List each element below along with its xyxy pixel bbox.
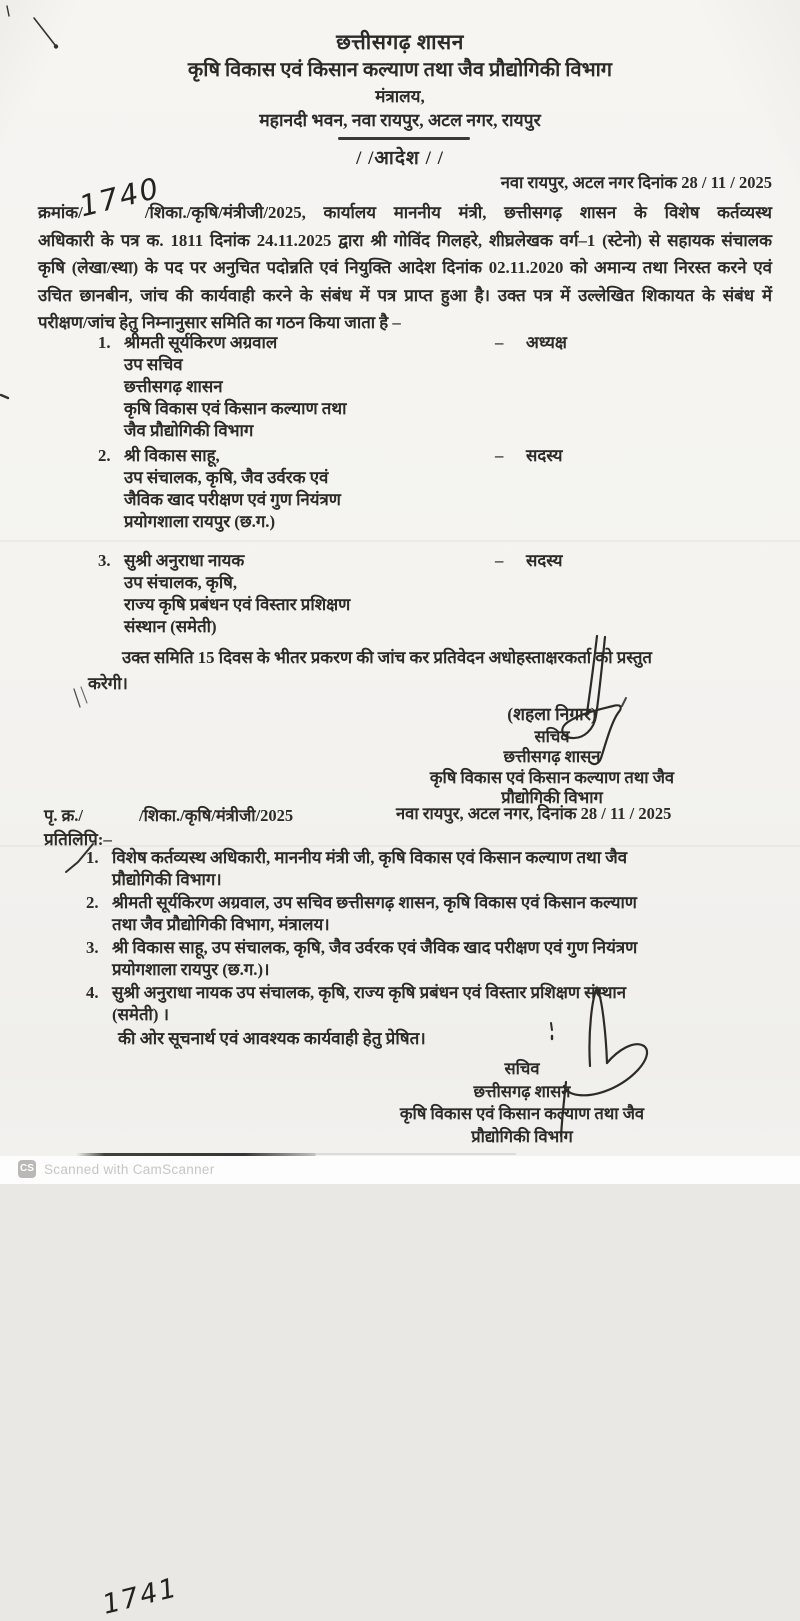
order-title: / /आदेश / / (356, 148, 444, 169)
member-3-name: सुश्री अनुराधा नायक (124, 551, 245, 570)
page-edge-shadow-faint (316, 1153, 516, 1155)
dispatch-line: की ओर सूचनार्थ एवं आवश्यक कार्यवाही हेतु प्रेषित। (118, 1029, 426, 1048)
member-1-line4: कृषि विकास एवं किसान कल्याण तथा (124, 399, 347, 418)
member-3-line4: संस्थान (समेती) (124, 617, 217, 636)
copy-2-line2: तथा जैव प्रौद्योगिकी विभाग, मंत्रालय। (112, 915, 330, 934)
member-3-line2: उप संचालक, कृषि, (124, 573, 238, 592)
member-1-number: 1. (98, 333, 111, 352)
member-3-line3: राज्य कृषि प्रबंधन एवं विस्तार प्रशिक्षण (124, 595, 351, 614)
signatory-dept-line2: प्रौद्योगिकी विभाग (501, 788, 603, 807)
header-address: महानदी भवन, नवा रायपुर, अटल नगर, रायपुर (259, 110, 541, 130)
signatory-name: (शहला निगार) (507, 704, 597, 724)
member-1-name: श्रीमती सूर्यकिरण अग्रवाल (124, 333, 278, 352)
member-2-line2: उप संचालक, कृषि, जैव उर्वरक एवं (124, 468, 329, 487)
member-2-role: सदस्य (526, 446, 563, 465)
copy-1-line1: विशेष कर्तव्यस्थ अधिकारी, माननीय मंत्री जी, कृषि विकास एवं किसान कल्याण तथा जैव (112, 848, 628, 867)
copies-label: प्रतिलिपि:– (44, 830, 112, 849)
handwritten-number-1741: 1741 (99, 1572, 182, 1621)
handwritten-number-1740: 1740 (75, 170, 164, 224)
paragraph-line-4: उचित छानबीन, जांच की कार्यवाही करने के संबंध में पत्र प्राप्त हुआ है। उक्त पत्र में उल्लेखित शिकायत के संबंध में (38, 285, 772, 305)
stray-mark-2 (81, 687, 87, 703)
signature2-government: छत्तीसगढ़ शासन (473, 1081, 571, 1101)
committee-member-3 (98, 550, 748, 638)
paragraph-line-2: अधिकारी के पत्र क. 1811 दिनांक 24.11.2025 द्वारा श्री गोविंद गिलहरे, शीघ्रलेखक वर्ग–1 (स्टेनो) से सहायक संचालक (38, 230, 772, 250)
signature-block-2 (352, 1058, 692, 1148)
scan-crease-line (0, 845, 800, 847)
member-1-line3: छत्तीसगढ़ शासन (124, 377, 223, 396)
signature2-title: सचिव (504, 1059, 540, 1078)
member-2-dash: – (495, 446, 504, 465)
stray-mark-1 (74, 689, 80, 707)
member-1-dash: – (495, 333, 504, 352)
ref-prefix: क्रमांक/ (38, 203, 83, 222)
copy-2-line1: श्रीमती सूर्यकिरण अग्रवाल, उप सचिव छत्तीसगढ़ शासन, कृषि विकास एवं किसान कल्याण (112, 893, 637, 912)
header-government: छत्तीसगढ़ शासन (336, 30, 464, 54)
header-department: कृषि विकास एवं किसान कल्याण तथा जैव प्रौद्योगिकी विभाग (187, 59, 613, 81)
copy-item-2 (86, 892, 746, 936)
copy-1-number: 1. (86, 848, 99, 867)
copy-3-line1: श्री विकास साहू, उप संचालक, कृषि, जैव उर्वरक एवं जैविक खाद परीक्षण एवं गुण नियंत्रण (112, 938, 638, 957)
member-1-line2: उप सचिव (124, 355, 183, 374)
member-3-role: सदस्य (526, 551, 563, 570)
signatory-dept-line1: कृषि विकास एवं किसान कल्याण तथा जैव (429, 767, 675, 787)
date-line-top: नवा रायपुर, अटल नगर दिनांक 28 / 11 / 2025 (500, 173, 772, 192)
paragraph-line-3: कृषि (लेखा/स्था) के पद पर अनुचित पदोन्नति एवं नियुक्ति आदेश दिनांक 02.11.2020 को अमान्य तथा निरस्त करने एवं (38, 258, 772, 277)
ref-line1-rest: /शिका./कृषि/मंत्रीजी/2025, कार्यालय माननीय मंत्री, छत्तीसगढ़ शासन के विशेष कर्तव्यस्थ (144, 203, 772, 222)
signature2-dept-line2: प्रौद्योगिकी विभाग (471, 1126, 573, 1146)
scan-crease-line (0, 540, 800, 542)
camscanner-watermark: Scanned with CamScanner (44, 1162, 215, 1177)
signatory-government: छत्तीसगढ़ शासन (503, 747, 601, 766)
copy-4-number: 4. (86, 983, 99, 1002)
copy-2-number: 2. (86, 893, 99, 912)
closing-line-1: उक्त समिति 15 दिवस के भीतर प्रकरण की जांच कर प्रतिवेदन अधोहस्ताक्षरकर्ता को प्रस्तुत (122, 648, 652, 667)
edge-mark-top (7, 6, 9, 16)
committee-member-1 (98, 332, 748, 442)
closing-line-2: करेगी। (88, 674, 128, 693)
copy-1-line2: प्रौद्योगिकी विभाग। (112, 870, 222, 889)
closing-paragraph (88, 645, 738, 697)
member-1-role: अध्यक्ष (526, 333, 567, 352)
member-2-number: 2. (98, 446, 111, 465)
endorsement-prefix: पृ. क्र./ (44, 806, 84, 825)
copy-item-4 (86, 982, 746, 1026)
copy-item-3 (86, 937, 746, 981)
member-3-dash: – (495, 551, 504, 570)
header-divider (338, 137, 470, 140)
endorsement-suffix: /शिका./कृषि/मंत्रीजी/2025 (139, 806, 294, 825)
copy-4-line1: सुश्री अनुराधा नायक उप संचालक, कृषि, राज्य कृषि प्रबंधन एवं विस्तार प्रशिक्षण संस्थान (112, 983, 627, 1002)
signatory-title: सचिव (534, 726, 570, 746)
committee-member-2 (98, 445, 748, 533)
paragraph-line-5: परीक्षण/जांच हेतु निम्नानुसार समिति का गठन किया जाता है – (38, 313, 401, 332)
endorsement-date: नवा रायपुर, अटल नगर, दिनांक 28 / 11 / 2025 (396, 804, 672, 823)
copy-item-1 (86, 847, 746, 891)
copy-4-line2: (समेती) । (112, 1005, 170, 1024)
copy-3-number: 3. (86, 938, 99, 957)
member-2-name: श्री विकास साहू, (124, 446, 220, 465)
member-2-line3: जैविक खाद परीक्षण एवं गुण नियंत्रण (124, 490, 341, 509)
signature-block-1 (382, 704, 722, 809)
signature2-dept-line1: कृषि विकास एवं किसान कल्याण तथा जैव (399, 1104, 645, 1123)
header-ministry: मंत्रालय, (375, 87, 425, 106)
camscanner-logo-icon: CS (18, 1160, 36, 1178)
copy-3-line2: प्रयोगशाला रायपुर (छ.ग.)। (112, 960, 270, 979)
member-2-line4: प्रयोगशाला रायपुर (छ.ग.) (124, 512, 276, 531)
edge-mark-left (1, 395, 8, 398)
member-3-number: 3. (98, 551, 111, 570)
member-1-line5: जैव प्रौद्योगिकी विभाग (124, 421, 254, 440)
